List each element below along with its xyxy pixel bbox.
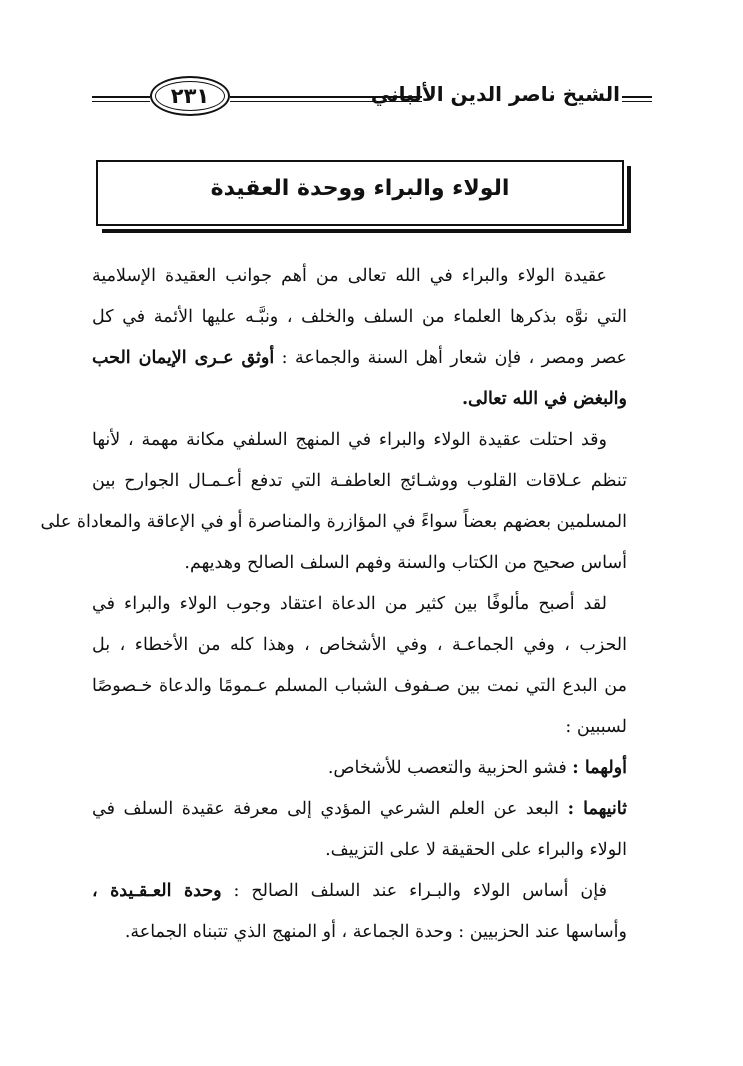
text-span: المسلمين بعضهم بعضاً سواءً في المؤازرة والمناصرة أو في الإعاقة والمعاداة على: [40, 512, 627, 532]
chapter-title-box: [96, 160, 624, 226]
text-span: وقد احتلت عقيدة الولاء والبراء في المنهج السلفي مكانة مهمة ، لأنها: [92, 430, 607, 450]
text-line: [92, 666, 627, 707]
page-number: ٢٣١: [170, 84, 210, 108]
page-number-oval: [150, 76, 230, 116]
bold-text: أولهما :: [572, 758, 627, 778]
text-span: لسببين :: [565, 717, 627, 737]
text-span: من البدع التي نمت بين صـفوف الشباب المسلم عـمومًا والدعاة خـصوصًا: [92, 676, 627, 696]
text-span: فإن أساس الولاء والبـراء عند السلف الصالح :: [221, 881, 607, 901]
text-line: [92, 584, 627, 625]
text-line: [92, 379, 627, 420]
text-span: البعد عن العلم الشرعي المؤدي إلى معرفة عقيدة السلف في: [92, 799, 568, 819]
text-span: الولاء والبراء على الحقيقة لا على التزييف.: [325, 840, 627, 860]
body-text: [40, 256, 627, 953]
text-span: وأساسها عند الحزبيين : وحدة الجماعة ، أو المنهج الذي تتبناه الجماعة.: [124, 922, 627, 942]
text-line: [92, 912, 627, 953]
text-span: عصر ومصر ، فإن شعار أهل السنة والجماعة :: [274, 348, 627, 368]
bold-text: وحدة العـقـيدة ،: [92, 881, 222, 901]
text-line: [92, 707, 627, 748]
running-title: الشيخ ناصر الدين الألباني: [370, 82, 620, 106]
chapter-title: الولاء والبراء ووحدة العقيدة: [210, 176, 510, 201]
text-line: [92, 789, 627, 830]
text-span: لقد أصبح مألوفًا بين كثير من الدعاة اعتقاد وجوب الولاء والبراء في: [92, 594, 607, 614]
page-header: [90, 70, 650, 124]
text-line: [92, 830, 627, 871]
text-line: [92, 256, 627, 297]
text-span: تنظم عـلاقات القلوب ووشـائج العاطفـة التي تدفع أعـمـال الجوارح بين: [92, 471, 627, 491]
text-line: [40, 502, 627, 543]
bold-text: ثانيهما :: [567, 799, 627, 819]
text-span: فشو الحزبية والتعصب للأشخاص.: [327, 758, 573, 778]
text-line: [92, 871, 627, 912]
header-rule-right-thin: [622, 101, 652, 102]
text-span: الحزب ، وفي الجماعـة ، وفي الأشخاص ، وهذا كله من الأخطاء ، بل: [92, 635, 627, 655]
text-line: [92, 420, 627, 461]
text-span: عقيدة الولاء والبراء في الله تعالى من أهم جوانب العقيدة الإسلامية: [92, 266, 607, 286]
text-span: أساس صحيح من الكتاب والسنة وفهم السلف الصالح وهديهم.: [184, 553, 627, 573]
text-line: [92, 338, 627, 379]
bold-text: والبغض في الله تعالى.: [461, 389, 627, 409]
text-line: [92, 625, 627, 666]
header-rule-left: [92, 96, 150, 98]
header-rule-left-thin: [92, 101, 150, 102]
bold-text: أوثق عـرى الإيمان الحب: [92, 348, 275, 368]
text-line: [92, 297, 627, 338]
text-line: [92, 748, 627, 789]
text-line: [92, 461, 627, 502]
text-line: [92, 543, 627, 584]
text-span: التي نوَّه بذكرها العلماء من السلف والخلف ، ونبَّـه عليها الأئمة في كل: [92, 307, 627, 327]
header-rule-right: [622, 96, 652, 98]
